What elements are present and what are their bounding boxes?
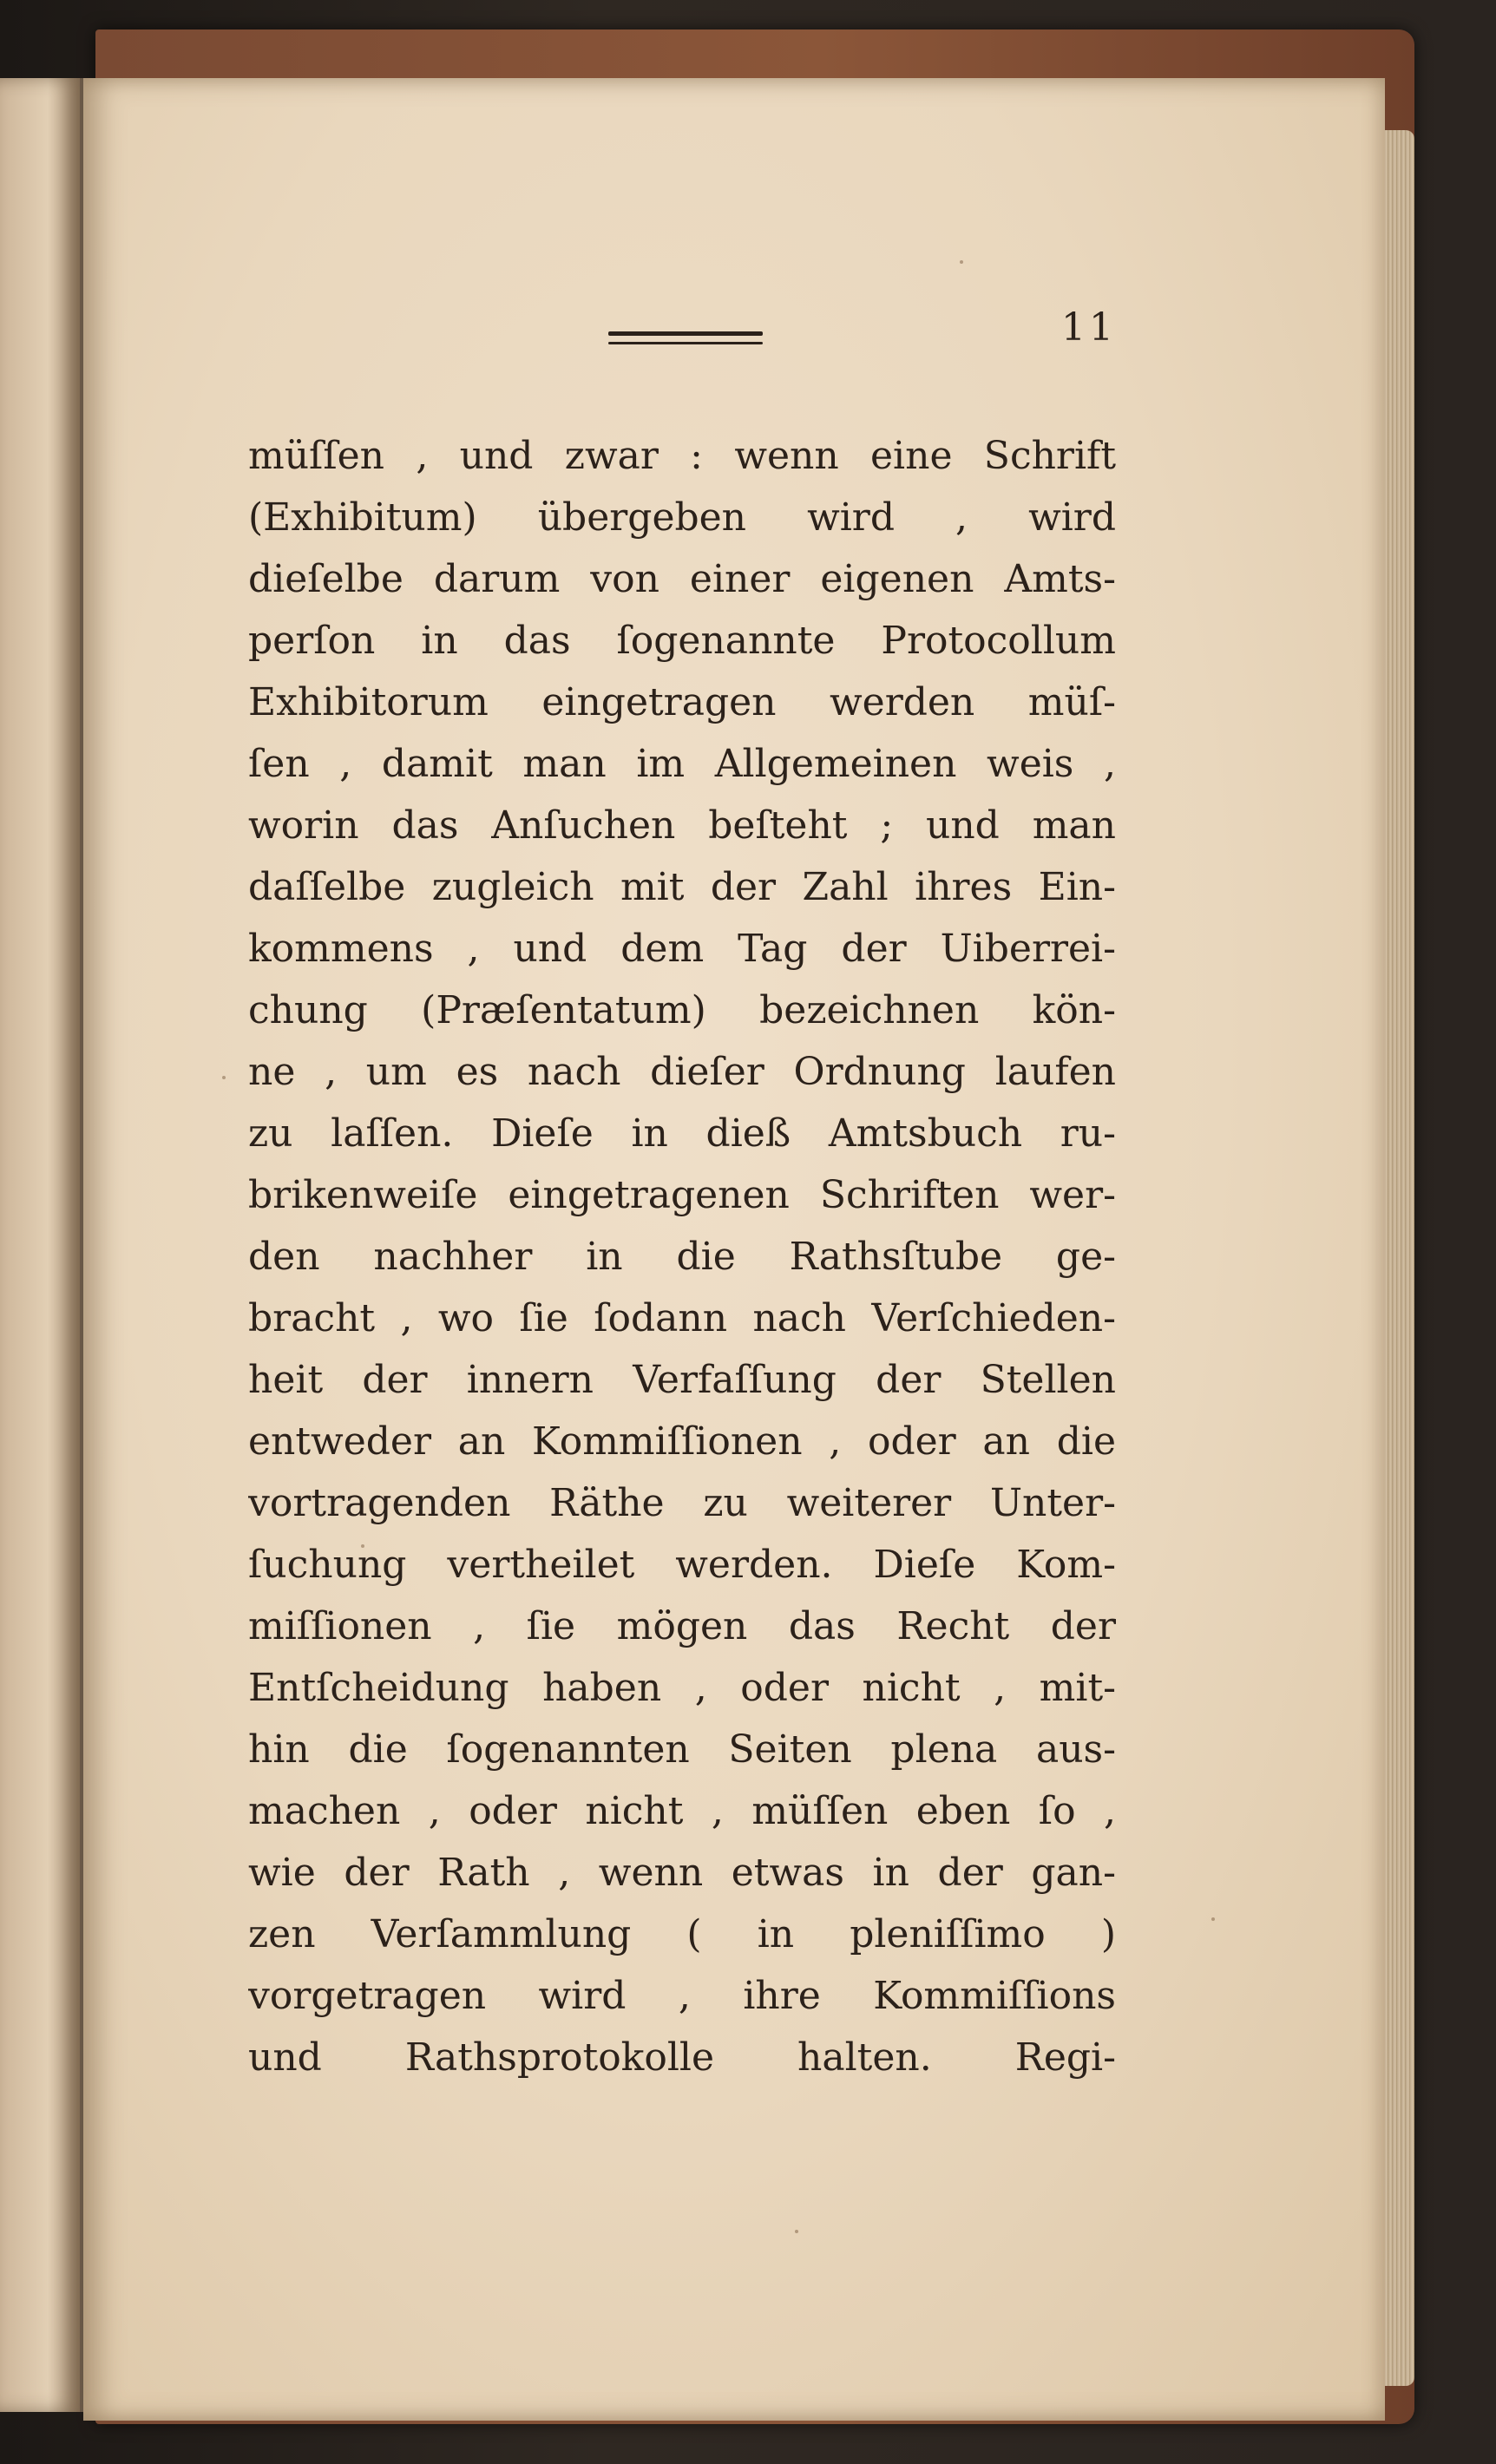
text-line: bracht , wo ſie ſodann nach Verſchieden- [248, 1296, 1116, 1340]
text-line: zen Verſammlung ( in pleniſſimo ) [248, 1912, 1116, 1956]
text-line: ſuchung vertheilet werden. Dieſe Kom- [248, 1543, 1116, 1587]
text-line: ſen , damit man im Allgemeinen weis , [248, 742, 1116, 786]
text-line: zu laſſen. Dieſe in dieß Amtsbuch ru- [248, 1111, 1116, 1156]
paper-speck [361, 1544, 364, 1548]
text-line: hin die ſogenannten Seiten plena aus- [248, 1727, 1116, 1772]
text-line: entweder an Kommiſſionen , oder an die [248, 1419, 1116, 1464]
text-line: kommens , und dem Tag der Uiberrei- [248, 927, 1116, 971]
paper-speck [1211, 1917, 1215, 1921]
text-line: Exhibitorum eingetragen werden müſ- [248, 680, 1116, 724]
header-rule [608, 331, 763, 347]
text-line: ne , um es nach dieſer Ordnung laufen [248, 1050, 1116, 1094]
text-line: Entſcheidung haben , oder nicht , mit- [248, 1666, 1116, 1710]
text-line: vortragenden Räthe zu weiterer Unter- [248, 1481, 1116, 1525]
text-line: machen , oder nicht , müſſen eben ſo , [248, 1789, 1116, 1833]
text-line: miſſionen , ſie mögen das Recht der [248, 1604, 1116, 1648]
text-line: heit der innern Verfaſſung der Stellen [248, 1358, 1116, 1402]
page-number: 11 [1061, 305, 1117, 350]
body-text [248, 425, 1116, 2088]
text-line: perſon in das ſogenannte Protocollum [248, 619, 1116, 663]
text-line: wie der Rath , wenn etwas in der gan- [248, 1851, 1116, 1895]
text-line: chung (Præſentatum) bezeichnen kön- [248, 988, 1116, 1032]
text-line: und Rathsprotokolle halten. Regi- [248, 2035, 1116, 2080]
text-line: den nachher in die Rathsſtube ge- [248, 1235, 1116, 1279]
book-page [83, 78, 1385, 2421]
text-line: vorgetragen wird , ihre Kommiſſions [248, 1974, 1116, 2018]
paper-speck [222, 1076, 226, 1079]
text-line: brikenweiſe eingetragenen Schriften wer- [248, 1173, 1116, 1217]
paper-speck [795, 2230, 798, 2233]
paper-speck [960, 260, 963, 264]
text-line: müſſen , und zwar : wenn eine Schrift [248, 434, 1116, 478]
text-line: (Exhibitum) übergeben wird , wird [248, 495, 1116, 540]
text-line: daſſelbe zugleich mit der Zahl ihres Ein- [248, 865, 1116, 909]
left-page-edge [0, 78, 85, 2412]
text-line: worin das Anſuchen beſteht ; und man [248, 803, 1116, 848]
text-line: dieſelbe darum von einer eigenen Amts- [248, 557, 1116, 601]
